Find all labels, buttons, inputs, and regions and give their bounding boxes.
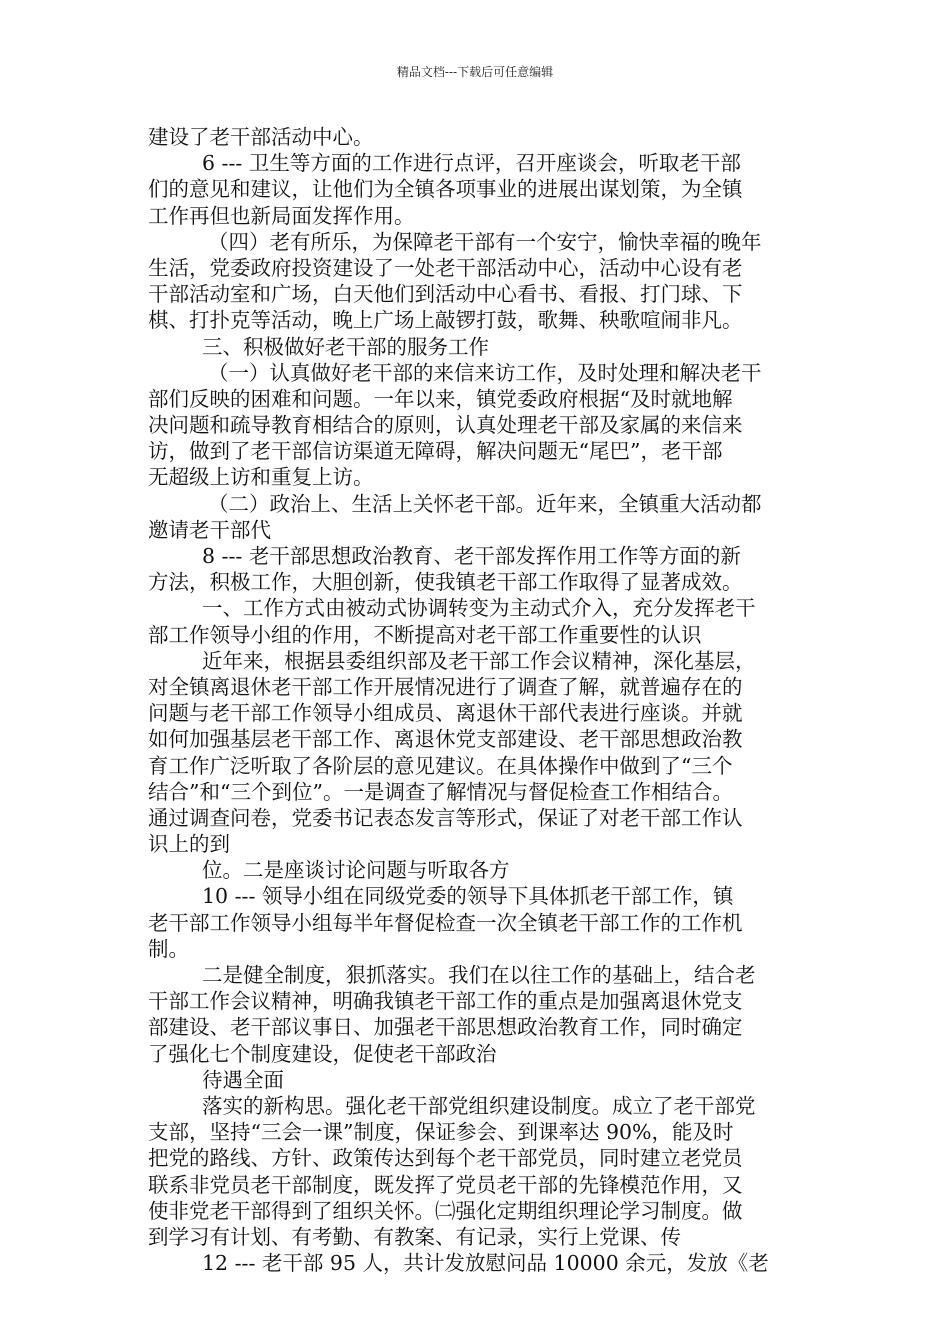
text-line: 近年来，根据县委组织部及老干部工作会议精神，深化基层，: [202, 648, 756, 673]
text-line: 方法，积极工作，大胆创新，使我镇老干部工作取得了显著成效。: [148, 570, 743, 595]
text-line: 工作再但也新局面发挥作用。: [148, 203, 415, 228]
text-line: 了强化七个制度建设，促使老干部政治: [148, 1041, 497, 1066]
text-line: 邀请老干部代: [148, 517, 271, 542]
text-line: 联系非党员老干部制度，既发挥了党员老干部的先锋模范作用，又: [148, 1172, 743, 1197]
text-line: 干部工作会议精神，明确我镇老干部工作的重点是加强离退休党支: [148, 989, 743, 1014]
text-line: 三、积极做好老干部的服务工作: [202, 334, 489, 359]
text-line: 6 --- 卫生等方面的工作进行点评，召开座谈会，听取老干部: [202, 151, 741, 176]
text-line: 待遇全面: [202, 1067, 284, 1092]
text-line: 棋、打扑克等活动，晚上广场上敲锣打鼓，歌舞、秧歌喧闹非凡。: [148, 308, 743, 333]
text-line: 支部，坚持“三会一课”制度，保证参会、到课率达 90%，能及时: [148, 1120, 734, 1145]
text-line: 8 --- 老干部思想政治教育、老干部发挥作用工作等方面的新: [202, 544, 741, 568]
text-line: 建设了老干部活动中心。: [148, 125, 374, 149]
text-line: 位。二是座谈讨论问题与听取各方: [202, 858, 510, 883]
text-line: 部建设、老干部议事日、加强老干部思想政治教育工作，同时确定: [148, 1015, 743, 1040]
text-line: 10 --- 领导小组在同级党委的领导下具体抓老干部工作，镇: [202, 884, 734, 909]
text-line: 落实的新构思。强化老干部党组织建设制度。成立了老干部党: [202, 1093, 756, 1118]
text-line: 访，做到了老干部信访渠道无障碍，解决问题无“尾巴”，老干部: [148, 439, 723, 464]
text-line: 决问题和疏导教育相结合的原则，认真处理老干部及家属的来信来: [148, 413, 743, 438]
text-line: 如何加强基层老干部工作、离退休党支部建设、老干部思想政治教: [148, 727, 743, 752]
text-line: 二是健全制度，狠抓落实。我们在以往工作的基础上，结合老: [202, 963, 756, 987]
text-line: 12 --- 老干部 95 人，共计发放慰问品 10000 余元，发放《老: [202, 1251, 769, 1276]
text-line: 使非党老干部得到了组织关怀。㈡强化定期组织理论学习制度。做: [148, 1198, 743, 1223]
text-line: 无超级上访和重复上访。: [148, 465, 374, 490]
text-line: 生活，党委政府投资建设了一处老干部活动中心，活动中心设有老: [148, 255, 743, 280]
text-line: 问题与老干部工作领导小组成员、离退休干部代表进行座谈。并就: [148, 701, 743, 726]
text-line: 制。: [148, 936, 189, 961]
text-line: 部工作领导小组的作用，不断提高对老干部工作重要性的认识: [148, 622, 702, 647]
text-line: （一）认真做好老干部的来信来访工作，及时处理和解决老干: [208, 360, 762, 385]
text-line: 结合”和“三个到位”。一是调查了解情况与督促检查工作相结合。: [148, 779, 733, 804]
text-line: 一、工作方式由被动式协调转变为主动式介入，充分发挥老干: [202, 596, 756, 621]
text-line: 干部活动室和广场，白天他们到活动中心看书、看报、打门球、下: [148, 282, 743, 307]
text-line: 育工作广泛听取了各阶层的意见建议。在具体操作中做到了“三个: [148, 753, 733, 778]
text-line: 到学习有计划、有考勤、有教案、有记录，实行上党课、传: [148, 1224, 681, 1249]
document-body: [148, 124, 850, 1276]
text-line: 们的意见和建议，让他们为全镇各项事业的进展出谋划策，为全镇: [148, 177, 743, 202]
text-line: 对全镇离退休老干部工作开展情况进行了调查了解，就普遍存在的: [148, 674, 743, 699]
text-line: 把党的路线、方针、政策传达到每个老干部党员，同时建立老党员: [148, 1146, 743, 1171]
text-line: （二）政治上、生活上关怀老干部。近年来，全镇重大活动都: [208, 491, 762, 516]
text-line: 通过调查问卷，党委书记表态发言等形式，保证了对老干部工作认: [148, 805, 743, 830]
text-line: 老干部工作领导小组每半年督促检查一次全镇老干部工作的工作机: [148, 910, 743, 935]
text-line: 部们反映的困难和问题。一年以来，镇党委政府根据“及时就地解: [148, 386, 733, 411]
page-header: 精品文档---下载后可任意编辑: [396, 65, 554, 79]
text-line: 识上的到: [148, 832, 230, 857]
text-line: （四）老有所乐，为保障老干部有一个安宁，愉快幸福的晚年: [208, 229, 762, 254]
